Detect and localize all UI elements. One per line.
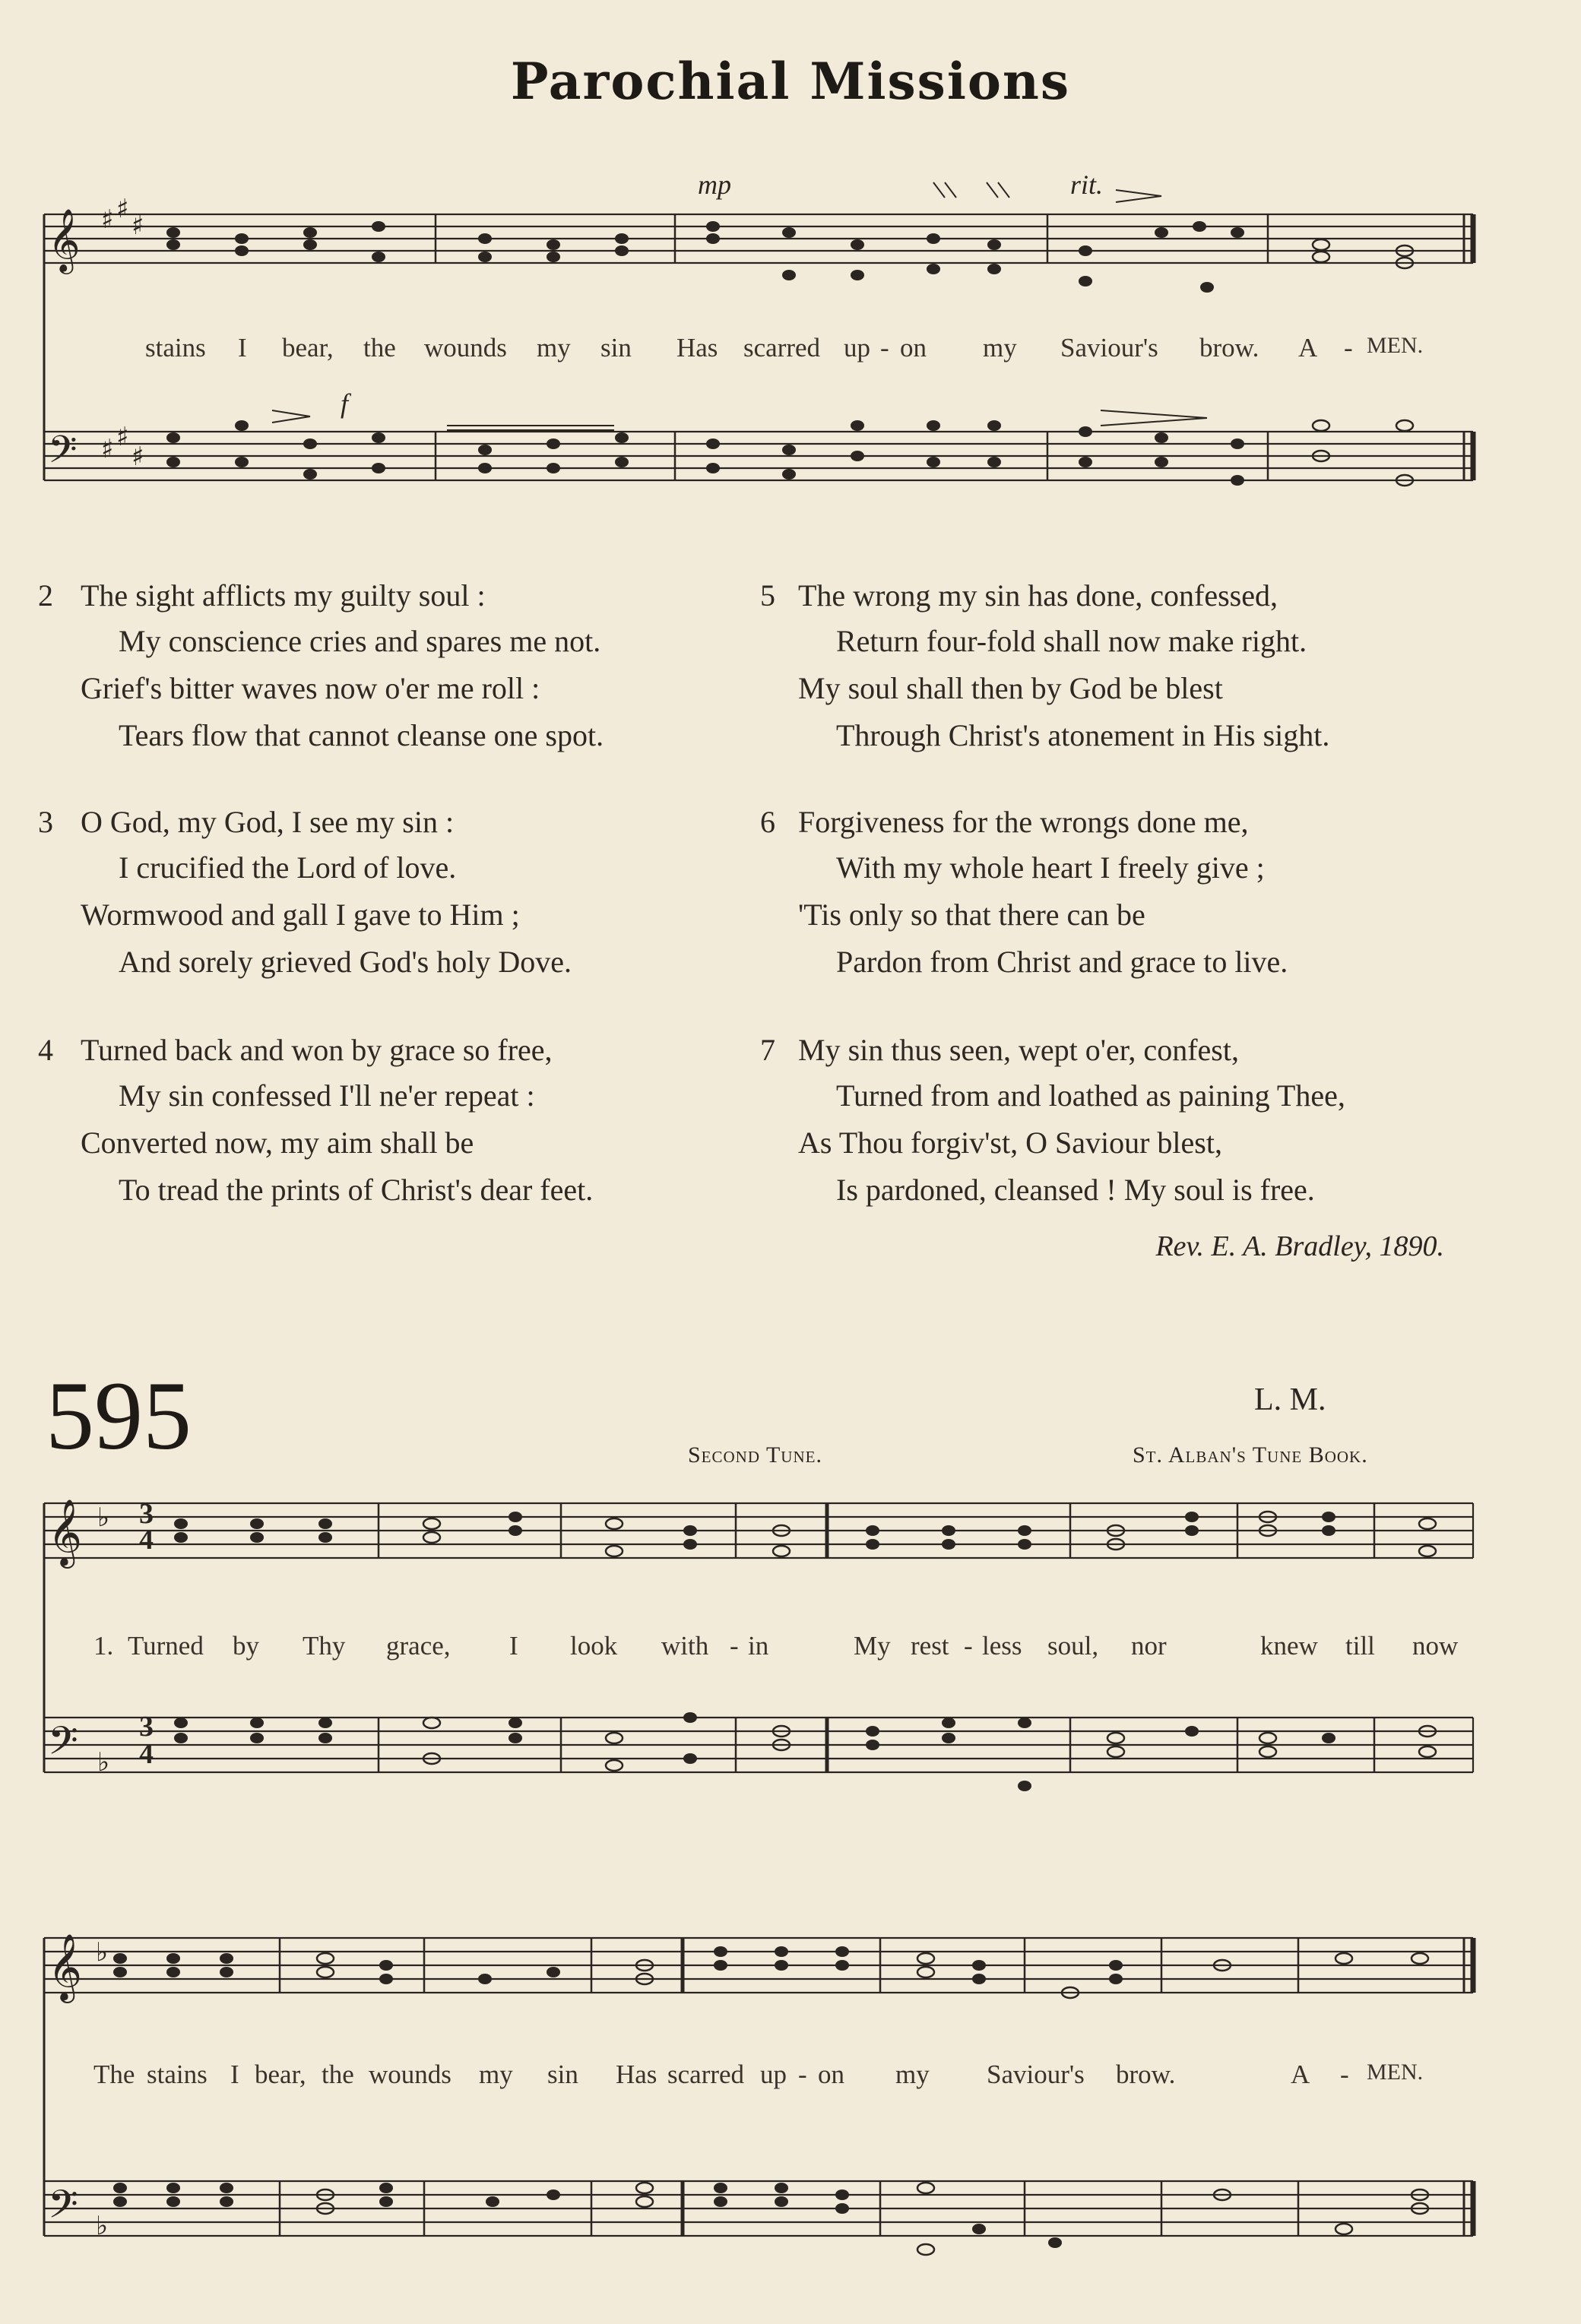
stanza-line: And sorely grieved God's holy Dove. <box>119 945 572 979</box>
lyric: the <box>363 333 396 363</box>
stanza-number: 5 <box>760 578 775 613</box>
lyric: by <box>233 1631 259 1661</box>
lyric: wounds <box>369 2060 451 2089</box>
lyric: now <box>1412 1631 1459 1661</box>
stanza-line: Pardon from Christ and grace to live. <box>836 945 1288 979</box>
svg-text:𝄢: 𝄢 <box>48 1718 78 1773</box>
svg-text:𝄞: 𝄞 <box>48 1498 82 1566</box>
lyric: bear, <box>282 333 334 363</box>
lyric: I <box>509 1631 518 1661</box>
svg-text:𝄢: 𝄢 <box>48 2181 78 2237</box>
lyric: - <box>964 1631 973 1661</box>
stanza-line: The sight afflicts my guilty soul : <box>81 578 486 613</box>
lyric: in <box>748 1631 769 1661</box>
svg-text:♭: ♭ <box>97 1747 110 1778</box>
stanza-line: My sin confessed I'll ne'er repeat : <box>119 1078 535 1113</box>
lyric: on <box>818 2060 844 2089</box>
lyric: look <box>570 1631 618 1661</box>
svg-text:♯: ♯ <box>116 422 129 452</box>
lyric: MEN. <box>1367 333 1424 358</box>
lyric: 1. <box>93 1631 114 1661</box>
stanza <box>760 804 1490 979</box>
lyric: - <box>798 2060 807 2089</box>
stanza-line: Turned from and loathed as paining Thee, <box>836 1078 1345 1113</box>
lyric: bear, <box>255 2060 306 2089</box>
staff-notation-b <box>36 1482 1481 1877</box>
stanza-line: Converted now, my aim shall be <box>81 1126 474 1160</box>
tune-source: St. Alban's Tune Book. <box>1133 1442 1368 1468</box>
time-signature-top: 3 <box>139 1498 154 1530</box>
svg-text:𝄢: 𝄢 <box>48 428 78 481</box>
time-signature-bottom: 4 <box>139 1524 154 1556</box>
dynamic-f: f <box>341 388 349 419</box>
stanza-line: Return four-fold shall now make right. <box>836 624 1307 658</box>
svg-text:♭: ♭ <box>97 1502 110 1533</box>
lyric: up <box>844 333 870 363</box>
lyric: my <box>537 333 571 363</box>
lyric: stains <box>145 333 206 363</box>
music-system-b <box>36 1482 1481 1877</box>
stanza-line: As Thou forgiv'st, O Saviour blest, <box>798 1126 1222 1160</box>
stanza-number: 3 <box>38 805 53 839</box>
lyric: A <box>1291 2060 1310 2089</box>
lyric: Has <box>616 2060 657 2089</box>
lyric: soul, <box>1047 1631 1099 1661</box>
svg-text:𝄞: 𝄞 <box>48 207 81 271</box>
lyric: Saviour's <box>987 2060 1085 2089</box>
hymn-number: 595 <box>46 1362 192 1470</box>
stanza-line: Tears flow that cannot cleanse one spot. <box>119 718 604 752</box>
lyric: A <box>1298 333 1318 363</box>
lyric: I <box>238 333 247 363</box>
stanza-line: Through Christ's atonement in His sight. <box>836 718 1330 752</box>
lyric: wounds <box>424 333 507 363</box>
svg-text:𝄞: 𝄞 <box>48 1933 82 2000</box>
music-system-a <box>36 167 1481 532</box>
stanza-line: Wormwood and gall I gave to Him ; <box>81 898 520 932</box>
lyric: brow. <box>1199 333 1259 363</box>
tune-label: Second Tune. <box>688 1442 822 1468</box>
stanza-line: Grief's bitter waves now o'er me roll : <box>81 671 540 705</box>
lyric: sin <box>600 333 632 363</box>
lyric: - <box>1340 2060 1349 2089</box>
svg-text:♯: ♯ <box>116 194 129 224</box>
stanza-line: My sin thus seen, wept o'er, confest, <box>798 1033 1239 1067</box>
stanza-line: My conscience cries and spares me not. <box>119 624 601 658</box>
lyric: - <box>880 333 889 363</box>
stanza-number: 6 <box>760 805 775 839</box>
svg-text:♭: ♭ <box>96 1937 109 1968</box>
lyric: the <box>322 2060 354 2089</box>
stanza-line: 'Tis only so that there can be <box>798 898 1145 932</box>
lyric: nor <box>1131 1631 1167 1661</box>
lyric: my <box>983 333 1017 363</box>
time-signature-top: 3 <box>139 1711 154 1743</box>
lyric: brow. <box>1116 2060 1176 2089</box>
lyric: Saviour's <box>1060 333 1158 363</box>
stanza-line: Turned back and won by grace so free, <box>81 1033 553 1067</box>
stanza-line: With my whole heart I freely give ; <box>836 850 1265 885</box>
music-system-c <box>36 1908 1481 2303</box>
stanza-number: 2 <box>38 578 53 613</box>
lyric: my <box>479 2060 513 2089</box>
lyric: rest <box>911 1631 949 1661</box>
time-signature-bottom: 4 <box>139 1738 154 1770</box>
dynamic-rit: rit. <box>1070 169 1104 200</box>
stanza-line: Is pardoned, cleansed ! My soul is free. <box>836 1173 1315 1207</box>
staff-notation-c <box>36 1908 1481 2303</box>
lyric: - <box>1344 333 1353 363</box>
lyrics-system-b <box>36 1631 1481 1664</box>
dynamic-mp: mp <box>698 169 731 200</box>
lyrics-system-a <box>36 333 1481 366</box>
svg-text:♯: ♯ <box>131 211 144 241</box>
lyric: The <box>93 2060 135 2089</box>
svg-text:♯: ♯ <box>131 442 144 472</box>
lyric: My <box>854 1631 891 1661</box>
lyric: scarred <box>667 2060 745 2089</box>
lyric: sin <box>547 2060 578 2089</box>
lyric: MEN. <box>1367 2060 1424 2085</box>
lyric: up <box>760 2060 787 2089</box>
lyric: knew <box>1260 1631 1318 1661</box>
svg-text:♭: ♭ <box>96 2211 109 2241</box>
stanza <box>760 1032 1490 1207</box>
stanza-line: My soul shall then by God be blest <box>798 671 1223 705</box>
lyric: with <box>661 1631 709 1661</box>
stanza <box>38 578 768 752</box>
lyrics-system-c <box>36 2060 1481 2093</box>
stanza-line: O God, my God, I see my sin : <box>81 805 455 839</box>
lyric: scarred <box>743 333 821 363</box>
stanza-number: 4 <box>38 1033 53 1067</box>
hymn-attribution: Rev. E. A. Bradley, 1890. <box>1155 1230 1444 1262</box>
stanza <box>38 804 768 979</box>
lyric: Has <box>676 333 718 363</box>
lyric: stains <box>147 2060 208 2089</box>
lyric: grace, <box>386 1631 451 1661</box>
lyric: my <box>895 2060 930 2089</box>
stanza-number: 7 <box>760 1033 775 1067</box>
lyric: less <box>982 1631 1022 1661</box>
stanza <box>38 1032 768 1207</box>
svg-text:♯: ♯ <box>101 204 114 235</box>
lyric: Thy <box>303 1631 346 1661</box>
stanza-line: I crucified the Lord of love. <box>119 850 457 885</box>
page-title: Parochial Missions <box>510 52 1071 111</box>
hymn-meter: L. M. <box>1254 1382 1326 1417</box>
stanza-line: To tread the prints of Christ's dear feet. <box>119 1173 594 1207</box>
stanza-line: Forgiveness for the wrongs done me, <box>798 805 1249 839</box>
stanza <box>760 578 1490 752</box>
lyric: Turned <box>128 1631 204 1661</box>
lyric: I <box>230 2060 239 2089</box>
svg-text:♯: ♯ <box>101 434 114 464</box>
lyric: on <box>900 333 927 363</box>
lyric: - <box>730 1631 739 1661</box>
stanza-line: The wrong my sin has done, confessed, <box>798 578 1278 613</box>
lyric: till <box>1345 1631 1375 1661</box>
